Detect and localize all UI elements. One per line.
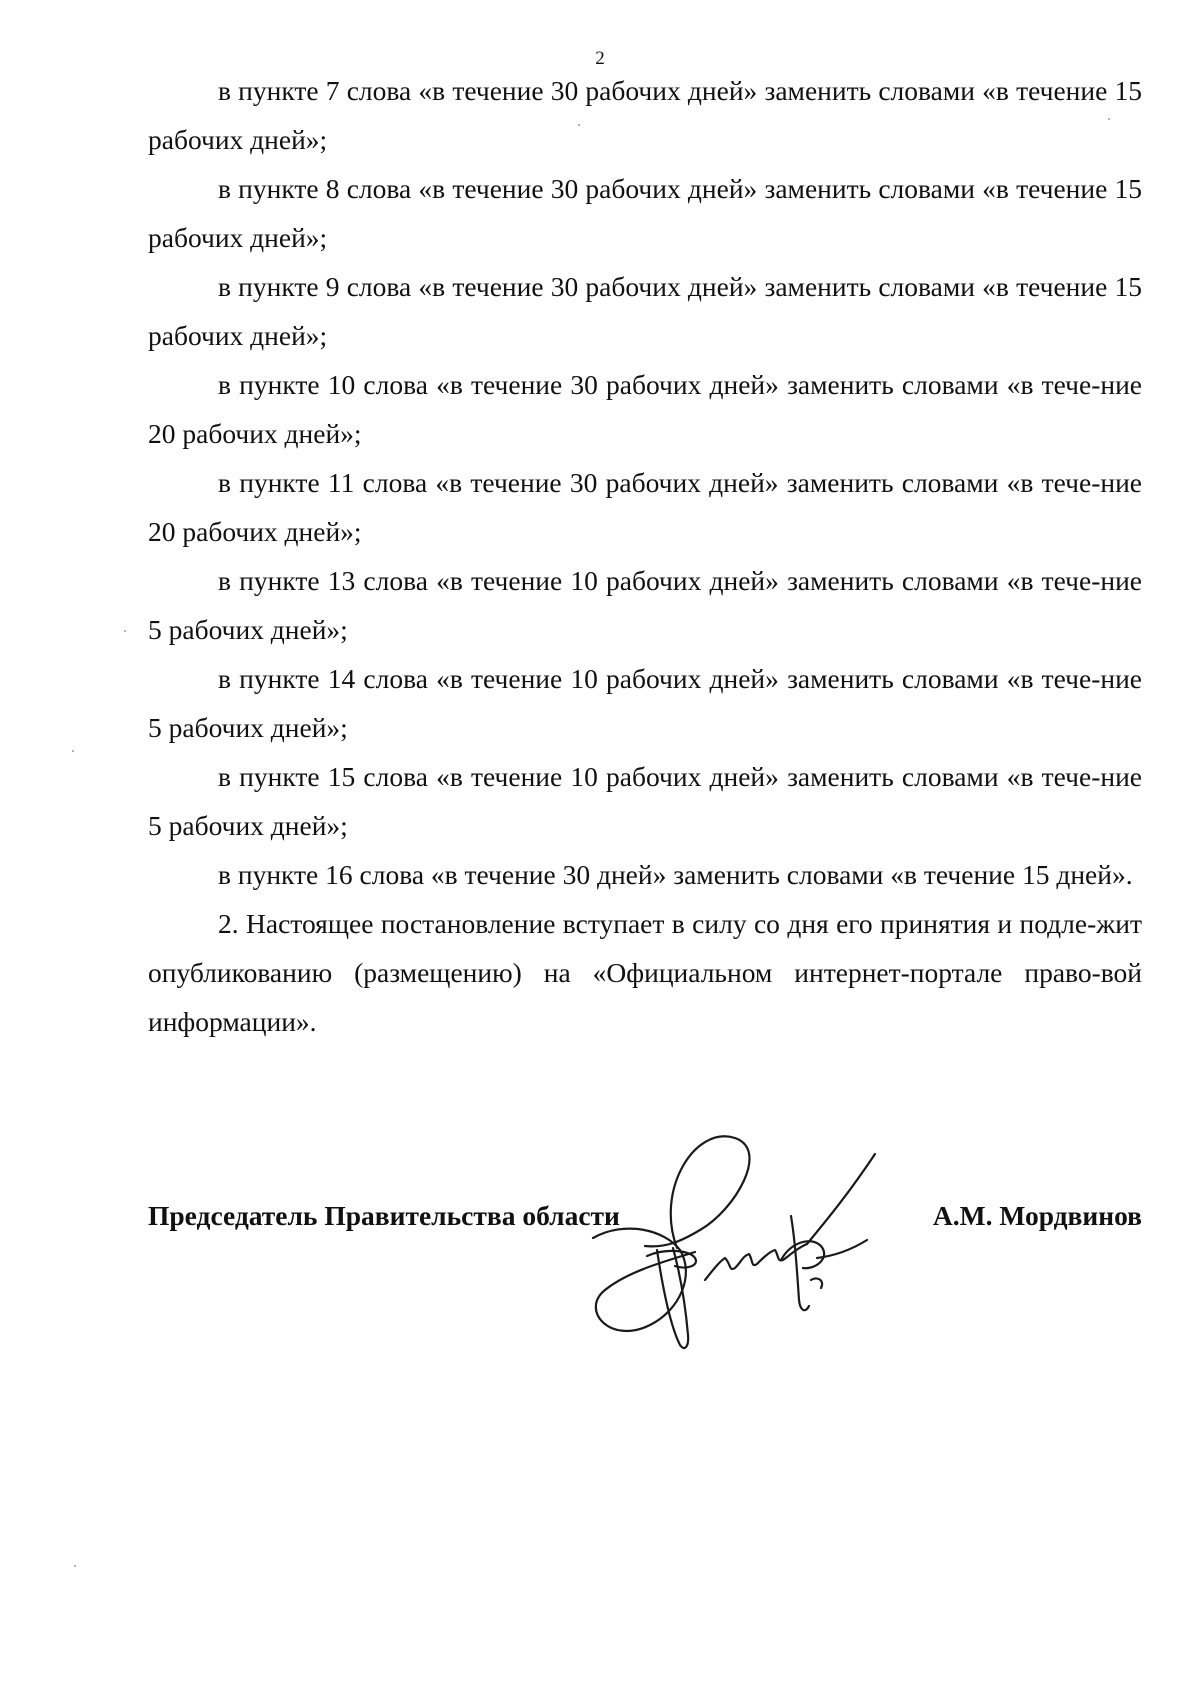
paragraph-item-7: в пункте 7 слова «в течение 30 рабочих дней» заменить словами «в течение 15 рабочих дней»; <box>148 75 1142 155</box>
paragraph-item-16: в пункте 16 слова «в течение 30 дней» заменить словами «в течение 15 дней». <box>218 859 1133 890</box>
paragraph-item-14: в пункте 14 слова «в течение 10 рабочих дней» заменить словами «в тече-ние 5 рабочих дней»; <box>148 663 1142 743</box>
paragraph-item-8: в пункте 8 слова «в течение 30 рабочих дней» заменить словами «в течение 15 рабочих дней»; <box>148 173 1142 253</box>
scan-speck <box>72 750 74 752</box>
scan-speck <box>1108 118 1110 120</box>
paragraph-effective-date: 2. Настоящее постановление вступает в силу со дня его принятия и подле-жит опубликованию (размещению) на «Официальном интернет-портале право-вой информации». <box>148 908 1142 1037</box>
paragraph-item-11: в пункте 11 слова «в течение 30 рабочих дней» заменить словами «в тече-ние 20 рабочих дней»; <box>148 467 1142 547</box>
scan-speck <box>74 1565 76 1567</box>
signatory-name: А.М. Мордвинов <box>932 1200 1142 1231</box>
scan-speck <box>124 630 126 632</box>
signatory-title: Председатель Правительства области <box>148 1200 620 1231</box>
paragraph-item-13: в пункте 13 слова «в течение 10 рабочих дней» заменить словами «в тече-ние 5 рабочих дней»; <box>148 565 1142 645</box>
scan-speck <box>578 124 580 126</box>
paragraph-item-15: в пункте 15 слова «в течение 10 рабочих дней» заменить словами «в тече-ние 5 рабочих дней»; <box>148 761 1142 841</box>
handwritten-signature-icon <box>585 1130 925 1355</box>
paragraph-item-9: в пункте 9 слова «в течение 30 рабочих дней» заменить словами «в течение 15 рабочих дней»; <box>148 271 1142 351</box>
paragraph-item-10: в пункте 10 слова «в течение 30 рабочих дней» заменить словами «в тече-ние 20 рабочих дней»; <box>148 369 1142 449</box>
page-number: 2 <box>595 48 605 69</box>
document-body <box>148 66 1142 1046</box>
